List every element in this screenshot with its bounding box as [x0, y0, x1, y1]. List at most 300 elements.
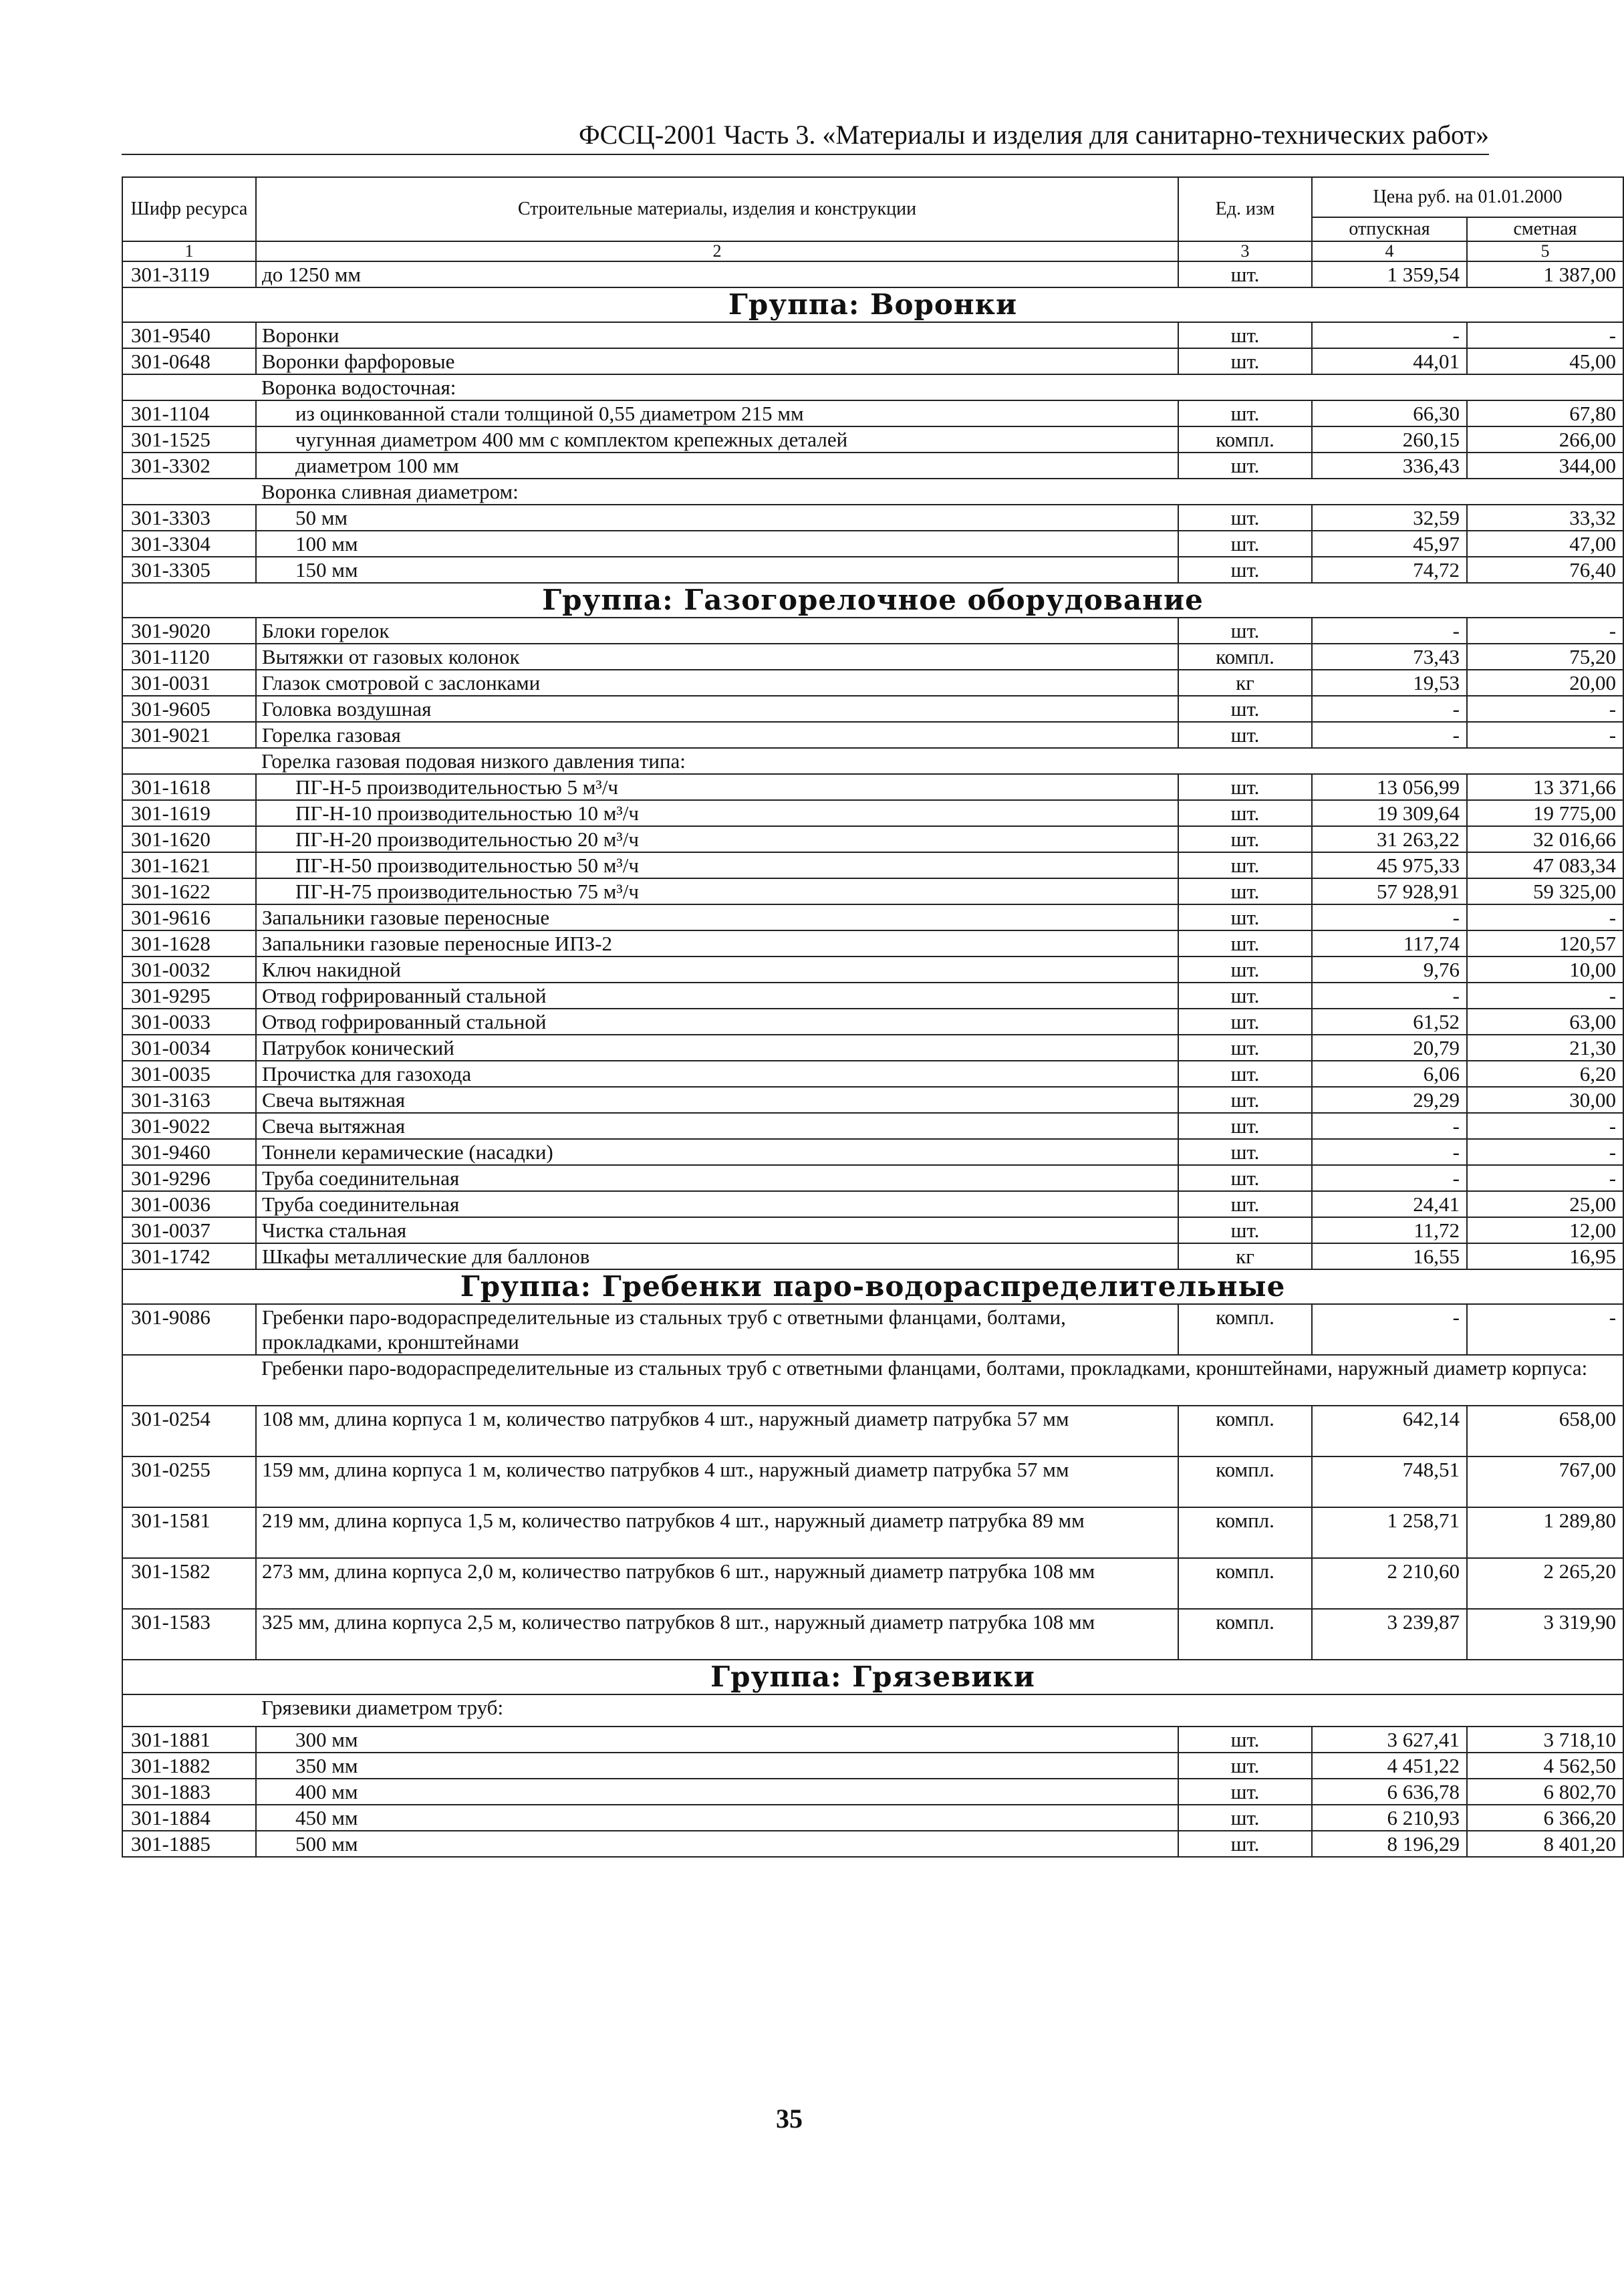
unit: шт.: [1178, 1113, 1312, 1139]
release-price: 260,15: [1312, 426, 1467, 453]
release-price: 45,97: [1312, 531, 1467, 557]
unit: шт.: [1178, 400, 1312, 426]
unit: компл.: [1178, 426, 1312, 453]
unit: шт.: [1178, 618, 1312, 644]
table-row: [122, 426, 1623, 453]
release-price: -: [1312, 1165, 1467, 1191]
table-row: [122, 1191, 1623, 1217]
material-name: 450 мм: [256, 1805, 1178, 1831]
release-price: -: [1312, 983, 1467, 1009]
empty-code-cell: [122, 748, 256, 774]
estimate-price: 20,00: [1467, 670, 1623, 696]
material-name: Отвод гофрированный стальной: [256, 1009, 1178, 1035]
release-price: 57 928,91: [1312, 878, 1467, 904]
estimate-price: 10,00: [1467, 957, 1623, 983]
resource-code: 301-1882: [122, 1753, 256, 1779]
resource-code: 301-1628: [122, 930, 256, 957]
estimate-price: 75,20: [1467, 644, 1623, 670]
release-price: 19,53: [1312, 670, 1467, 696]
table-row: [122, 957, 1623, 983]
unit: компл.: [1178, 1558, 1312, 1609]
release-price: -: [1312, 322, 1467, 348]
table-row: [122, 878, 1623, 904]
col-header-unit: Ед. изм: [1178, 177, 1312, 241]
estimate-price: 1 289,80: [1467, 1507, 1623, 1558]
col-number-4: 4: [1312, 241, 1467, 261]
subheading-text: Воронка сливная диаметром:: [256, 479, 1623, 505]
material-name: Тоннели керамические (насадки): [256, 1139, 1178, 1165]
release-price: 20,79: [1312, 1035, 1467, 1061]
material-name: Свеча вытяжная: [256, 1113, 1178, 1139]
release-price: 9,76: [1312, 957, 1467, 983]
table-row: [122, 983, 1623, 1009]
table-row: [122, 1831, 1623, 1857]
material-name: Блоки горелок: [256, 618, 1178, 644]
estimate-price: 76,40: [1467, 557, 1623, 583]
release-price: 45 975,33: [1312, 852, 1467, 878]
unit: шт.: [1178, 722, 1312, 748]
release-price: 748,51: [1312, 1456, 1467, 1507]
unit: шт.: [1178, 1727, 1312, 1753]
table-row: [122, 1061, 1623, 1087]
table-row: [122, 557, 1623, 583]
table-row: [122, 1805, 1623, 1831]
table-row: [122, 774, 1623, 800]
resource-code: 301-1120: [122, 644, 256, 670]
unit: шт.: [1178, 800, 1312, 826]
table-row: [122, 348, 1623, 374]
table-row: [122, 1558, 1623, 1609]
table-row: [122, 696, 1623, 722]
release-price: -: [1312, 618, 1467, 644]
table-row: [122, 1139, 1623, 1165]
material-name: ПГ-Н-50 производительностью 50 м³/ч: [256, 852, 1178, 878]
release-price: 6 210,93: [1312, 1805, 1467, 1831]
unit: шт.: [1178, 826, 1312, 852]
resource-code: 301-9021: [122, 722, 256, 748]
table-row: [122, 1727, 1623, 1753]
col-header-release-price: отпускная: [1312, 217, 1467, 241]
material-name: 300 мм: [256, 1727, 1178, 1753]
unit: компл.: [1178, 1406, 1312, 1456]
release-price: 73,43: [1312, 644, 1467, 670]
unit: шт.: [1178, 878, 1312, 904]
release-price: -: [1312, 1139, 1467, 1165]
material-name: Свеча вытяжная: [256, 1087, 1178, 1113]
unit: шт.: [1178, 1139, 1312, 1165]
resource-code: 301-1885: [122, 1831, 256, 1857]
unit: шт.: [1178, 1191, 1312, 1217]
running-header: ФССЦ-2001 Часть 3. «Материалы и изделия для санитарно-технических работ»: [122, 119, 1489, 155]
unit: шт.: [1178, 531, 1312, 557]
release-price: 6 636,78: [1312, 1779, 1467, 1805]
table-row: [122, 505, 1623, 531]
table-row: [122, 1304, 1623, 1355]
material-name: ПГ-Н-20 производительностью 20 м³/ч: [256, 826, 1178, 852]
resource-code: 301-1884: [122, 1805, 256, 1831]
resource-code: 301-9460: [122, 1139, 256, 1165]
release-price: -: [1312, 722, 1467, 748]
estimate-price: 4 562,50: [1467, 1753, 1623, 1779]
resource-code: 301-1582: [122, 1558, 256, 1609]
resource-code: 301-9022: [122, 1113, 256, 1139]
resource-code: 301-0031: [122, 670, 256, 696]
estimate-price: 6 366,20: [1467, 1805, 1623, 1831]
estimate-price: 13 371,66: [1467, 774, 1623, 800]
estimate-price: -: [1467, 696, 1623, 722]
material-name: Чистка стальная: [256, 1217, 1178, 1243]
material-name: 400 мм: [256, 1779, 1178, 1805]
group-heading-row: [122, 287, 1623, 322]
unit: шт.: [1178, 957, 1312, 983]
release-price: -: [1312, 1113, 1467, 1139]
resource-code: 301-1619: [122, 800, 256, 826]
resource-code: 301-0035: [122, 1061, 256, 1087]
table-row: [122, 852, 1623, 878]
table-row: [122, 722, 1623, 748]
resource-code: 301-1581: [122, 1507, 256, 1558]
estimate-price: -: [1467, 618, 1623, 644]
resource-code: 301-3304: [122, 531, 256, 557]
material-name: 159 мм, длина корпуса 1 м, количество патрубков 4 шт., наружный диаметр патрубка 57 мм: [256, 1456, 1178, 1507]
material-name: 500 мм: [256, 1831, 1178, 1857]
release-price: 74,72: [1312, 557, 1467, 583]
release-price: 642,14: [1312, 1406, 1467, 1456]
release-price: 44,01: [1312, 348, 1467, 374]
material-name: ПГ-Н-5 производительностью 5 м³/ч: [256, 774, 1178, 800]
price-table: [122, 176, 1624, 1858]
resource-code: 301-0033: [122, 1009, 256, 1035]
resource-code: 301-1620: [122, 826, 256, 852]
material-name: Вытяжки от газовых колонок: [256, 644, 1178, 670]
group-title: Группа: Грязевики: [122, 1660, 1623, 1694]
unit: шт.: [1178, 1805, 1312, 1831]
unit: шт.: [1178, 261, 1312, 287]
subheading-row: [122, 1355, 1623, 1406]
unit: компл.: [1178, 1304, 1312, 1355]
group-title: Группа: Воронки: [122, 287, 1623, 322]
estimate-price: 12,00: [1467, 1217, 1623, 1243]
estimate-price: 3 718,10: [1467, 1727, 1623, 1753]
table-row: [122, 1753, 1623, 1779]
table-row: [122, 1217, 1623, 1243]
release-price: 8 196,29: [1312, 1831, 1467, 1857]
subheading-text: Грязевики диаметром труб:: [256, 1694, 1623, 1727]
table-row: [122, 930, 1623, 957]
table-row: [122, 904, 1623, 930]
table-row: [122, 531, 1623, 557]
estimate-price: 120,57: [1467, 930, 1623, 957]
estimate-price: 32 016,66: [1467, 826, 1623, 852]
unit: шт.: [1178, 557, 1312, 583]
release-price: 3 627,41: [1312, 1727, 1467, 1753]
col-header-price: Цена руб. на 01.01.2000: [1312, 177, 1623, 217]
empty-code-cell: [122, 1694, 256, 1727]
empty-code-cell: [122, 1355, 256, 1406]
estimate-price: -: [1467, 322, 1623, 348]
group-title: Группа: Гребенки паро-водораспределительные: [122, 1269, 1623, 1304]
release-price: 1 359,54: [1312, 261, 1467, 287]
table-row: [122, 644, 1623, 670]
material-name: Патрубок конический: [256, 1035, 1178, 1061]
unit: шт.: [1178, 1831, 1312, 1857]
table-row: [122, 670, 1623, 696]
unit: шт.: [1178, 774, 1312, 800]
estimate-price: -: [1467, 904, 1623, 930]
unit: компл.: [1178, 1507, 1312, 1558]
resource-code: 301-0648: [122, 348, 256, 374]
col-number-3: 3: [1178, 241, 1312, 261]
unit: шт.: [1178, 1217, 1312, 1243]
subheading-row: [122, 479, 1623, 505]
release-price: 336,43: [1312, 453, 1467, 479]
unit: кг: [1178, 670, 1312, 696]
material-name: Прочистка для газохода: [256, 1061, 1178, 1087]
unit: компл.: [1178, 1609, 1312, 1660]
unit: шт.: [1178, 348, 1312, 374]
table-row: [122, 618, 1623, 644]
estimate-price: 767,00: [1467, 1456, 1623, 1507]
release-price: 29,29: [1312, 1087, 1467, 1113]
subheading-row: [122, 748, 1623, 774]
resource-code: 301-3305: [122, 557, 256, 583]
resource-code: 301-1742: [122, 1243, 256, 1269]
estimate-price: 63,00: [1467, 1009, 1623, 1035]
table-row: [122, 1035, 1623, 1061]
material-name: 350 мм: [256, 1753, 1178, 1779]
release-price: -: [1312, 696, 1467, 722]
resource-code: 301-9295: [122, 983, 256, 1009]
resource-code: 301-3119: [122, 261, 256, 287]
release-price: 3 239,87: [1312, 1609, 1467, 1660]
col-number-2: 2: [256, 241, 1178, 261]
unit: шт.: [1178, 322, 1312, 348]
release-price: 24,41: [1312, 1191, 1467, 1217]
page-number: 35: [776, 2104, 803, 2134]
estimate-price: 344,00: [1467, 453, 1623, 479]
unit: шт.: [1178, 453, 1312, 479]
resource-code: 301-1525: [122, 426, 256, 453]
col-header-code: Шифр ресурса: [122, 177, 256, 241]
table-row: [122, 826, 1623, 852]
estimate-price: 47,00: [1467, 531, 1623, 557]
material-name: ПГ-Н-75 производительностью 75 м³/ч: [256, 878, 1178, 904]
col-header-estimate-price: сметная: [1467, 217, 1623, 241]
estimate-price: 2 265,20: [1467, 1558, 1623, 1609]
release-price: 1 258,71: [1312, 1507, 1467, 1558]
empty-code-cell: [122, 374, 256, 400]
material-name: Головка воздушная: [256, 696, 1178, 722]
estimate-price: 8 401,20: [1467, 1831, 1623, 1857]
material-name: ПГ-Н-10 производительностью 10 м³/ч: [256, 800, 1178, 826]
resource-code: 301-1104: [122, 400, 256, 426]
estimate-price: 21,30: [1467, 1035, 1623, 1061]
release-price: 66,30: [1312, 400, 1467, 426]
table-row: [122, 453, 1623, 479]
material-name: чугунная диаметром 400 мм с комплектом крепежных деталей: [256, 426, 1178, 453]
estimate-price: 45,00: [1467, 348, 1623, 374]
group-heading-row: [122, 1269, 1623, 1304]
material-name: 150 мм: [256, 557, 1178, 583]
material-name: 100 мм: [256, 531, 1178, 557]
estimate-price: 33,32: [1467, 505, 1623, 531]
table-row: [122, 1406, 1623, 1456]
subheading-row: [122, 1694, 1623, 1727]
estimate-price: -: [1467, 983, 1623, 1009]
table-row: [122, 1243, 1623, 1269]
col-number-5: 5: [1467, 241, 1623, 261]
release-price: 117,74: [1312, 930, 1467, 957]
material-name: Ключ накидной: [256, 957, 1178, 983]
table-row: [122, 1009, 1623, 1035]
subheading-text: Гребенки паро-водораспределительные из стальных труб с ответными фланцами, болтами, прокладками, кронштейнами, наружный диаметр корпуса:: [256, 1355, 1623, 1406]
material-name: 219 мм, длина корпуса 1,5 м, количество патрубков 4 шт., наружный диаметр патрубка 89 мм: [256, 1507, 1178, 1558]
resource-code: 301-0037: [122, 1217, 256, 1243]
release-price: 4 451,22: [1312, 1753, 1467, 1779]
release-price: -: [1312, 1304, 1467, 1355]
estimate-price: 19 775,00: [1467, 800, 1623, 826]
unit: кг: [1178, 1243, 1312, 1269]
material-name: 50 мм: [256, 505, 1178, 531]
estimate-price: 16,95: [1467, 1243, 1623, 1269]
unit: шт.: [1178, 983, 1312, 1009]
release-price: 16,55: [1312, 1243, 1467, 1269]
estimate-price: 25,00: [1467, 1191, 1623, 1217]
estimate-price: 3 319,90: [1467, 1609, 1623, 1660]
resource-code: 301-9020: [122, 618, 256, 644]
resource-code: 301-0032: [122, 957, 256, 983]
material-name: Воронки: [256, 322, 1178, 348]
table-row: [122, 1456, 1623, 1507]
material-name: Запальники газовые переносные: [256, 904, 1178, 930]
col-header-name: Строительные материалы, изделия и конструкции: [256, 177, 1178, 241]
resource-code: 301-1583: [122, 1609, 256, 1660]
unit: шт.: [1178, 1009, 1312, 1035]
table-row: [122, 1609, 1623, 1660]
unit: компл.: [1178, 644, 1312, 670]
resource-code: 301-1618: [122, 774, 256, 800]
material-name: Горелка газовая: [256, 722, 1178, 748]
estimate-price: 47 083,34: [1467, 852, 1623, 878]
material-name: Шкафы металлические для баллонов: [256, 1243, 1178, 1269]
resource-code: 301-9296: [122, 1165, 256, 1191]
unit: шт.: [1178, 1779, 1312, 1805]
resource-code: 301-3163: [122, 1087, 256, 1113]
subheading-row: [122, 374, 1623, 400]
estimate-price: 1 387,00: [1467, 261, 1623, 287]
unit: шт.: [1178, 930, 1312, 957]
resource-code: 301-3302: [122, 453, 256, 479]
table-row: [122, 261, 1623, 287]
estimate-price: 6,20: [1467, 1061, 1623, 1087]
material-name: Отвод гофрированный стальной: [256, 983, 1178, 1009]
unit: шт.: [1178, 1087, 1312, 1113]
release-price: 19 309,64: [1312, 800, 1467, 826]
estimate-price: -: [1467, 1139, 1623, 1165]
table-row: [122, 1507, 1623, 1558]
material-name: диаметром 100 мм: [256, 453, 1178, 479]
resource-code: 301-0254: [122, 1406, 256, 1456]
estimate-price: -: [1467, 1165, 1623, 1191]
unit: компл.: [1178, 1456, 1312, 1507]
group-title: Группа: Газогорелочное оборудование: [122, 583, 1623, 618]
material-name: Труба соединительная: [256, 1165, 1178, 1191]
resource-code: 301-9616: [122, 904, 256, 930]
estimate-price: -: [1467, 722, 1623, 748]
release-price: 11,72: [1312, 1217, 1467, 1243]
table-row: [122, 1779, 1623, 1805]
release-price: 31 263,22: [1312, 826, 1467, 852]
estimate-price: 30,00: [1467, 1087, 1623, 1113]
material-name: 325 мм, длина корпуса 2,5 м, количество патрубков 8 шт., наружный диаметр патрубка 108 мм: [256, 1609, 1178, 1660]
material-name: Гребенки паро-водораспределительные из стальных труб с ответными фланцами, болтами, прокладками, кронштейнами: [256, 1304, 1178, 1355]
release-price: 61,52: [1312, 1009, 1467, 1035]
table-row: [122, 1113, 1623, 1139]
estimate-price: 266,00: [1467, 426, 1623, 453]
resource-code: 301-9540: [122, 322, 256, 348]
estimate-price: 658,00: [1467, 1406, 1623, 1456]
group-heading-row: [122, 1660, 1623, 1694]
resource-code: 301-0034: [122, 1035, 256, 1061]
table-row: [122, 800, 1623, 826]
resource-code: 301-1881: [122, 1727, 256, 1753]
material-name: Труба соединительная: [256, 1191, 1178, 1217]
resource-code: 301-9605: [122, 696, 256, 722]
release-price: 2 210,60: [1312, 1558, 1467, 1609]
unit: шт.: [1178, 1035, 1312, 1061]
material-name: 273 мм, длина корпуса 2,0 м, количество патрубков 6 шт., наружный диаметр патрубка 108 мм: [256, 1558, 1178, 1609]
resource-code: 301-3303: [122, 505, 256, 531]
resource-code: 301-0255: [122, 1456, 256, 1507]
empty-code-cell: [122, 479, 256, 505]
estimate-price: 6 802,70: [1467, 1779, 1623, 1805]
unit: шт.: [1178, 904, 1312, 930]
release-price: 13 056,99: [1312, 774, 1467, 800]
estimate-price: 59 325,00: [1467, 878, 1623, 904]
estimate-price: -: [1467, 1113, 1623, 1139]
release-price: 32,59: [1312, 505, 1467, 531]
table-row: [122, 1087, 1623, 1113]
table-row: [122, 322, 1623, 348]
release-price: 6,06: [1312, 1061, 1467, 1087]
material-name: Воронки фарфоровые: [256, 348, 1178, 374]
unit: шт.: [1178, 696, 1312, 722]
material-name: Запальники газовые переносные ИПЗ-2: [256, 930, 1178, 957]
resource-code: 301-1621: [122, 852, 256, 878]
unit: шт.: [1178, 505, 1312, 531]
table-row: [122, 400, 1623, 426]
unit: шт.: [1178, 1753, 1312, 1779]
table-body: [122, 261, 1623, 1857]
unit: шт.: [1178, 1165, 1312, 1191]
material-name: Глазок смотровой с заслонками: [256, 670, 1178, 696]
unit: шт.: [1178, 852, 1312, 878]
table-row: [122, 1165, 1623, 1191]
subheading-text: Горелка газовая подовая низкого давления типа:: [256, 748, 1623, 774]
material-name: до 1250 мм: [256, 261, 1178, 287]
group-heading-row: [122, 583, 1623, 618]
release-price: -: [1312, 904, 1467, 930]
unit: шт.: [1178, 1061, 1312, 1087]
material-name: из оцинкованной стали толщиной 0,55 диаметром 215 мм: [256, 400, 1178, 426]
subheading-text: Воронка водосточная:: [256, 374, 1623, 400]
resource-code: 301-0036: [122, 1191, 256, 1217]
resource-code: 301-1883: [122, 1779, 256, 1805]
col-number-1: 1: [122, 241, 256, 261]
resource-code: 301-1622: [122, 878, 256, 904]
estimate-price: -: [1467, 1304, 1623, 1355]
estimate-price: 67,80: [1467, 400, 1623, 426]
